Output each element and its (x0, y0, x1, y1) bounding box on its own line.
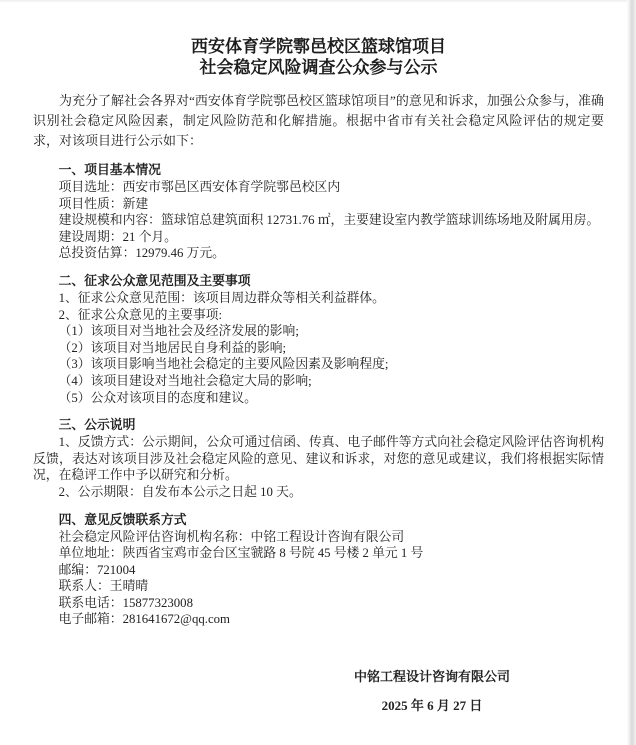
signature-company: 中铭工程设计咨询有限公司 (353, 669, 510, 685)
matter-item-5: （5）公众对该项目的态度和建议。 (58, 390, 257, 405)
contact-email-line: 电子邮箱：281641672@qq.com (58, 612, 230, 627)
section-4-heading: 四、意见反馈联系方式 (58, 512, 187, 527)
main-matters-line: 2、征求公众意见的主要事项: (58, 307, 223, 322)
title-line-2: 社会稳定风险调查公众参与公示 (199, 58, 438, 77)
agency-address-line: 单位地址：陕西省宝鸡市金台区宝虢路 8 号院 45 号楼 2 单元 1 号 (58, 546, 424, 561)
document-title (33, 36, 604, 78)
signature-date: 2025 年 6 月 27 日 (381, 698, 483, 714)
matter-item-4: （4）该项目建设对当地社会稳定大局的影响; (58, 373, 312, 388)
total-investment-line: 总投资估算：12979.46 万元。 (58, 246, 225, 261)
agency-name-line: 社会稳定风险评估咨询机构名称：中铭工程设计咨询有限公司 (58, 529, 405, 544)
signature-block (312, 668, 552, 714)
construction-period-line: 建设周期：21 个月。 (58, 229, 177, 244)
section-2-heading: 二、征求公众意见范围及主要事项 (58, 273, 251, 288)
feedback-method-paragraph: 1、反馈方式：公示期间，公众可通过信函、传真、电子邮件等方式向社会稳定风险评估咨询机构反馈，表达对该项目涉及社会稳定风险的意见、建议和诉求，对您的意见或建议，我们将根据实际情况，在稳评工作中予以研究和分析。 (33, 435, 604, 483)
project-location-line: 项目选址：西安市鄠邑区西安体育学院鄠邑校区内 (58, 180, 341, 194)
title-line-1: 西安体育学院鄠邑校区篮球馆项目 (191, 37, 446, 56)
contact-person-line: 联系人：王晴晴 (58, 579, 149, 594)
contact-phone-line: 联系电话：15877323008 (58, 595, 193, 610)
intro-paragraph: 为充分了解社会各界对“西安体育学院鄠邑校区篮球馆项目”的意见和诉求，加强公众参与，准确识别社会稳定风险因素，制定风险防范和化解措施。根据中省市有关社会稳定风险评估的规定要求，对该项目进行公示如下： (33, 93, 604, 148)
publicity-period-line: 2、公示期限：自发布本公示之日起 10 天。 (58, 484, 302, 499)
project-nature-line: 项目性质：新建 (58, 196, 149, 211)
section-3-heading: 三、公示说明 (58, 418, 136, 433)
construction-scale-line: 建设规模和内容：篮球馆总建筑面积 12731.76 ㎡，主要建设室内教学篮球训练场地及附属用房。 (58, 213, 600, 228)
opinion-scope-line: 1、征求公众意见范围：该项目周边群众等相关利益群体。 (58, 290, 385, 305)
section-1-heading: 一、项目基本情况 (58, 163, 161, 177)
matter-item-2: （2）该项目对当地居民自身利益的影响; (58, 340, 287, 355)
postal-code-line: 邮编：721004 (58, 562, 136, 577)
matter-item-1: （1）该项目对当地社会及经济发展的影响; (58, 324, 299, 339)
matter-item-3: （3）该项目影响当地社会稳定的主要风险因素及影响程度; (58, 357, 389, 372)
